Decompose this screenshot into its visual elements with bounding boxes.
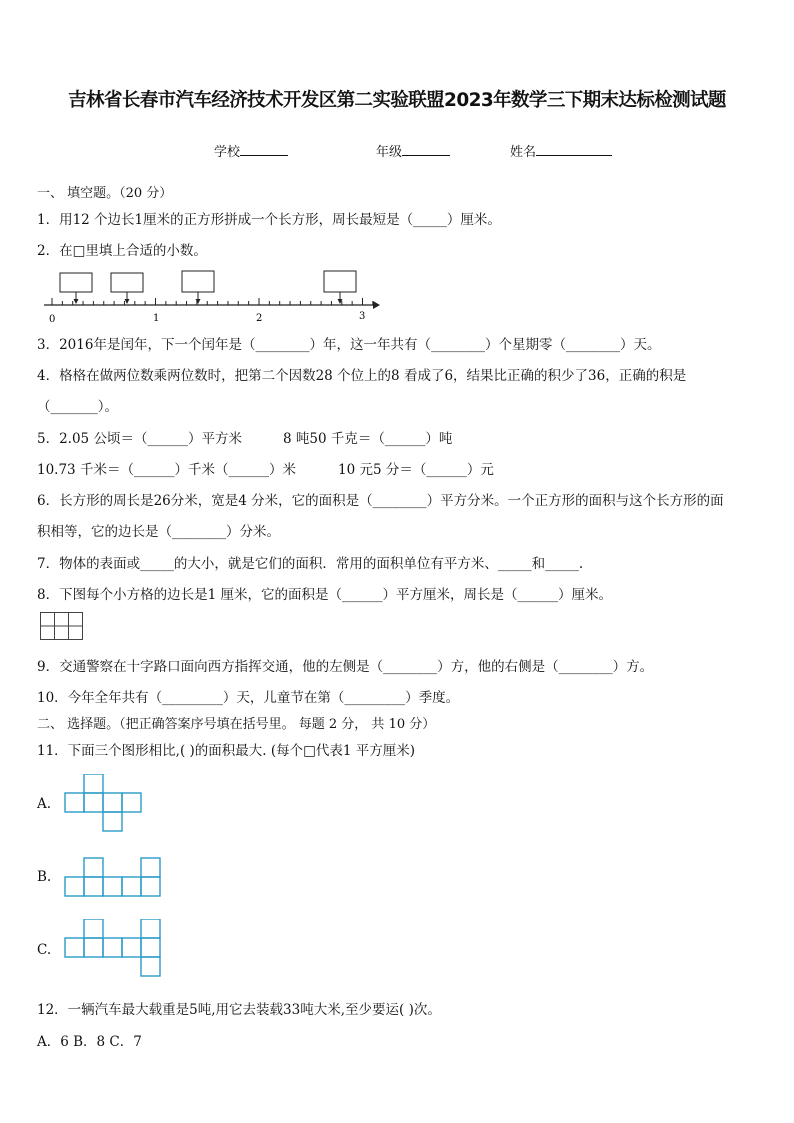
name-field bbox=[510, 141, 612, 160]
school-label: 学校 bbox=[214, 145, 241, 160]
question-10: 10．今年全年共有（_________）天，儿童节在第（_________）季度。 bbox=[37, 690, 460, 706]
question-5-money: 10 元5 分＝（______）元 bbox=[338, 462, 494, 478]
question-12-options: A．6 B．8 C．7 bbox=[37, 1034, 142, 1050]
question-11: 11．下面三个图形相比,( )的面积最大. (每个□代表1 平方厘米) bbox=[37, 743, 416, 759]
document-title: 吉林省长春市汽车经济技术开发区第二实验联盟2023年数学三下期末达标检测试题 bbox=[68, 90, 726, 111]
grade-label: 年级 bbox=[376, 145, 403, 160]
question-1: 1．用12 个边长1厘米的正方形拼成一个长方形，周长最短是（_____）厘米。 bbox=[37, 212, 501, 228]
section-choice-heading: 二、 选择题。（把正确答案序号填在括号里。 每题 2 分， 共 10 分） bbox=[37, 717, 436, 732]
question-5-weight: 8 吨50 千克＝（______）吨 bbox=[283, 431, 453, 447]
name-blank[interactable] bbox=[536, 142, 612, 156]
number-line-figure bbox=[40, 266, 380, 326]
tick-label-2: 2 bbox=[256, 313, 263, 324]
school-field bbox=[214, 141, 288, 160]
tick-label-3: 3 bbox=[359, 311, 366, 322]
option-c-label: C. bbox=[37, 942, 52, 958]
question-8-grid bbox=[40, 612, 84, 641]
question-6-line-2: 积相等，它的边长是（________）分米。 bbox=[37, 524, 280, 540]
grade-blank[interactable] bbox=[402, 142, 450, 156]
question-12: 12．一辆汽车最大载重是5吨,用它去装载33吨大米,至少要运( )次。 bbox=[37, 1002, 441, 1018]
tick-label-1: 1 bbox=[153, 313, 160, 324]
question-2: 2．在□里填上合适的小数。 bbox=[37, 243, 207, 259]
school-blank[interactable] bbox=[240, 142, 288, 156]
name-label: 姓名 bbox=[510, 145, 537, 160]
option-a-label: A. bbox=[37, 796, 52, 812]
question-4-line-1: 4．格格在做两位数乘两位数时，把第二个因数28 个位上的8 看成了6，结果比正确的积少了36，正确的积是 bbox=[37, 368, 687, 384]
option-b-figure[interactable] bbox=[64, 857, 164, 897]
question-5-area: 5．2.05 公顷＝（______）平方米 bbox=[37, 431, 242, 447]
tick-label-0: 0 bbox=[49, 314, 56, 325]
option-b-label: B. bbox=[37, 869, 52, 885]
question-7: 7．物体的表面或_____的大小，就是它们的面积．常用的面积单位有平方米、_____和_____. bbox=[37, 556, 584, 572]
question-5-length: 10.73 千米＝（______）千米（______）米 bbox=[37, 462, 296, 478]
option-a-figure[interactable] bbox=[64, 774, 144, 832]
grade-field bbox=[376, 141, 450, 160]
question-3: 3．2016年是闰年，下一个闰年是（________）年，这一年共有（________）个星期零（________）天。 bbox=[37, 337, 661, 353]
option-c-figure[interactable] bbox=[64, 919, 164, 977]
question-6-line-1: 6．长方形的周长是26分米，宽是4 分米，它的面积是（________）平方分米。一个正方形的面积与这个长方形的面 bbox=[37, 493, 724, 509]
question-8: 8．下图每个小方格的边长是1 厘米，它的面积是（______）平方厘米，周长是（______）厘米。 bbox=[37, 587, 612, 603]
question-4-line-2: （_______）。 bbox=[37, 399, 118, 415]
section-fill-blank-heading: 一、 填空题。（20 分） bbox=[37, 186, 173, 201]
question-9: 9．交通警察在十字路口面向西方指挥交通，他的左侧是（________）方，他的右侧是（________）方。 bbox=[37, 659, 654, 675]
